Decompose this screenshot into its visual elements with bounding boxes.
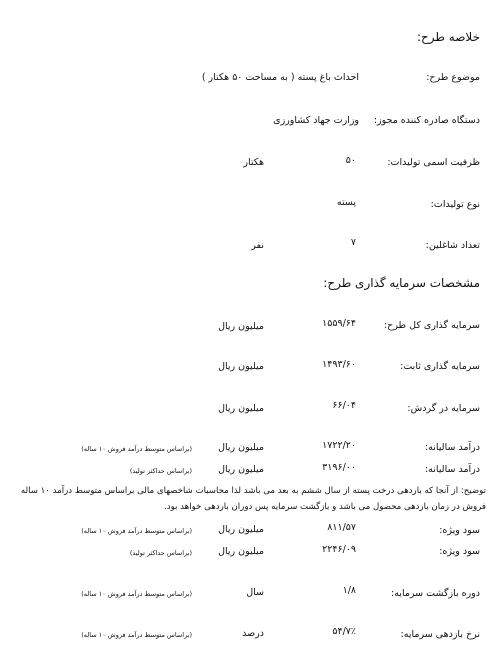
summary-heading: خلاصه طرح: [417, 30, 480, 44]
annual-revenue-max-label: درآمد سالیانه: [424, 464, 480, 475]
subject-label: موضوع طرح: [426, 72, 480, 83]
total-investment-unit: میلیون ریال [218, 321, 264, 332]
annual-revenue-max-note: (براساس حداکثر تولید) [129, 467, 192, 475]
net-profit-avg-value: ۸۱۱/۵۷ [327, 522, 356, 533]
payback-period-value: ۱/۸ [342, 585, 356, 596]
product-value: پسته [336, 197, 356, 208]
net-profit-max-note: (براساس حداکثر تولید) [129, 549, 192, 557]
net-profit-max-label: سود ویژه: [439, 546, 480, 557]
fixed-investment-label: سرمایه گذاری ثابت: [400, 361, 480, 372]
product-label: نوع تولیدات: [430, 199, 480, 210]
investment-heading: مشخصات سرمایه گذاری طرح: [323, 276, 480, 290]
net-profit-max-value: ۲۲۴۶/۰۹ [322, 544, 356, 555]
payback-period-unit: سال [246, 587, 264, 598]
issuer-value: وزارت جهاد کشاورزی [273, 115, 359, 126]
total-investment-value: ۱۵۵۹/۶۴ [322, 318, 356, 329]
annual-revenue-max-value: ۳۱۹۶/۰۰ [322, 462, 356, 473]
capacity-value: ۵۰ [345, 155, 356, 166]
annual-revenue-avg-unit: میلیون ریال [218, 442, 264, 453]
roi-label: نرخ بازدهی سرمایه: [400, 629, 480, 640]
employees-value: ۷ [350, 237, 356, 248]
capacity-unit: هکتار [243, 157, 264, 168]
issuer-label: دستگاه صادره کننده مجوز: [373, 115, 480, 126]
total-investment-label: سرمایه گذاری کل طرح: [383, 320, 480, 331]
fixed-investment-value: ۱۴۹۳/۶۰ [322, 359, 356, 370]
explanation-paragraph: توضیح: از آنجا که باردهی درخت پسته از سال ششم به بعد می باشد لذا محاسبات شاخصهای مالی براساس متوسط درآمد ۱۰ ساله فروش در زمان باردهی محصول می باشد و بازگشت سرمایه پس دوران باردهی خواهد بود. [20, 486, 486, 512]
employees-label: تعداد شاغلین: [425, 240, 480, 251]
payback-period-label: دوره بازگشت سرمایه: [391, 588, 480, 599]
net-profit-avg-note: (براساس متوسط درآمد فروش ۱۰ ساله) [81, 527, 192, 535]
net-profit-max-unit: میلیون ریال [218, 546, 264, 557]
net-profit-avg-label: سود ویژه: [439, 525, 480, 536]
working-capital-label: سرمایه در گردش: [407, 403, 480, 414]
subject-value: احداث باغ پسته ( به مساحت ۵۰ هکتار ) [201, 72, 359, 83]
roi-value: ۵۴/۷٪ [332, 626, 356, 637]
roi-note: (براساس متوسط درآمد فروش ۱۰ ساله) [81, 631, 192, 639]
capacity-label: ظرفیت اسمی تولیدات: [387, 157, 480, 168]
payback-period-note: (براساس متوسط درآمد فروش ۱۰ ساله) [81, 590, 192, 598]
net-profit-avg-unit: میلیون ریال [218, 524, 264, 535]
annual-revenue-avg-note: (براساس متوسط درآمد فروش ۱۰ ساله) [81, 445, 192, 453]
annual-revenue-max-unit: میلیون ریال [218, 464, 264, 475]
roi-unit: درصد [242, 628, 264, 639]
fixed-investment-unit: میلیون ریال [218, 361, 264, 372]
working-capital-unit: میلیون ریال [218, 403, 264, 414]
annual-revenue-avg-value: ۱۷۲۲/۲۰ [322, 440, 356, 451]
employees-unit: نفر [251, 240, 264, 251]
annual-revenue-avg-label: درآمد سالیانه: [424, 442, 480, 453]
working-capital-value: ۶۶/۰۴ [332, 400, 356, 411]
